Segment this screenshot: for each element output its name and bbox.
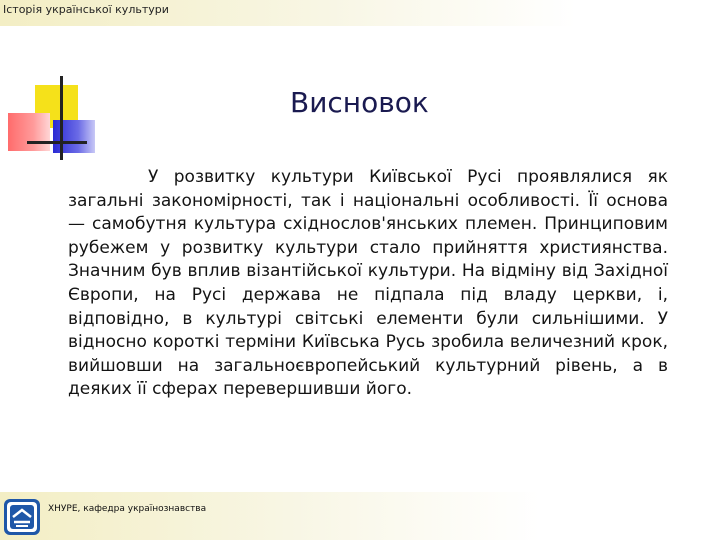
university-emblem-icon — [2, 497, 42, 537]
slide-title: Висновок — [290, 86, 429, 119]
institution-name: ХНУРЕ, кафедра українознавства — [48, 504, 207, 514]
red-square — [8, 113, 50, 151]
vertical-line — [60, 76, 63, 160]
course-title: Історія української культури — [3, 3, 169, 16]
footer-strip — [0, 492, 720, 540]
header-strip — [0, 0, 720, 26]
slide-body-text: У розвитку культури Київської Русі проявлялися як загальні закономірності, так і національні особливості. Її основа — самобутня культура східнослов'янських племен. Принциповим рубежем у розвитку культури стало прийняття християнства. Значним був вплив візантійської культури. На відміну від Західної Європи, на Русі держава не підпала під владу церкви, і, відповідно, в культурі світські елементи були сильнішими. У відносно короткі терміни Київська Русь зробила величезний крок, вийшовши на загальноєвропейський культурний рівень, а в деяких її сферах перевершивши його. — [68, 167, 668, 400]
horizontal-line — [27, 141, 87, 144]
